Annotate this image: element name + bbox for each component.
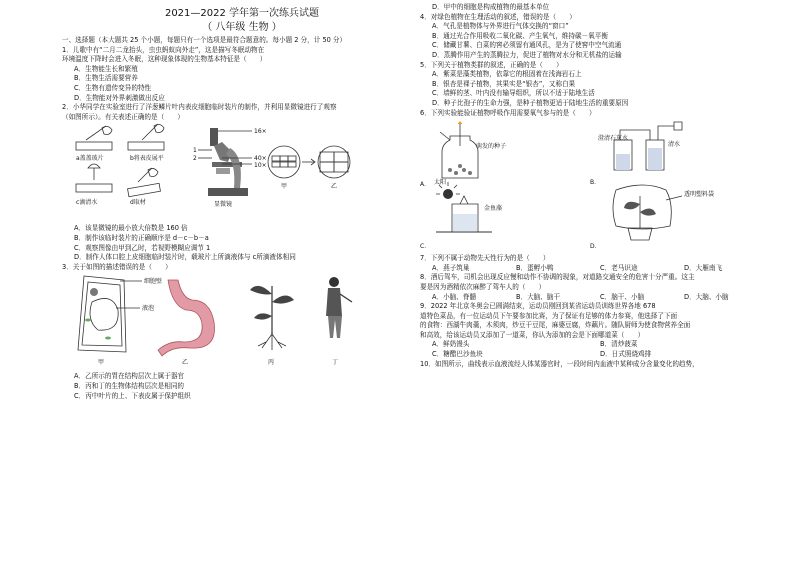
- jar-seeds-icon: [440, 122, 478, 179]
- label-2: 2: [193, 155, 197, 163]
- q2-figure-drawing: [62, 122, 362, 224]
- label-10x: 10×: [254, 162, 267, 170]
- label-1: 1: [193, 147, 197, 155]
- page-subtitle: （ 八年级 生物 ）: [202, 22, 282, 33]
- label-clear-water: 清水: [668, 141, 681, 149]
- q7-options: [420, 264, 780, 274]
- plant-bag-icon: [613, 185, 682, 240]
- q2-option-a: A．该显微镜的最小放大倍数是 160 倍: [74, 224, 188, 233]
- label-bing: 丙: [268, 359, 275, 367]
- option-label-a: A．: [420, 181, 431, 189]
- question-10: 10．如图所示，曲线表示血液流经人体某器官时，一段时间内血液中某种成分含量变化的趋势，: [420, 359, 699, 368]
- q3-option-b: B．丙和丁的生物体结构层次是相同的: [74, 381, 185, 390]
- label-jia: 甲: [98, 359, 105, 367]
- q5-option-b: B．银杏是裸子植物，其果实是“银杏”，又称白果: [432, 79, 576, 88]
- q7-option-b: B．蛋孵小鸭: [516, 263, 554, 272]
- label-c: c滴清水: [76, 199, 98, 207]
- q4-option-b: B．通过光合作用吸收二氧化碳、产生氧气，维持碳－氧平衡: [432, 31, 608, 40]
- q2-option-b: B．制作该临时装片的正确顺序是 d－c－b－a: [74, 233, 209, 242]
- label-ding: 丁: [332, 359, 339, 367]
- question-9-line-3: 的食物：西湖牛肉羹，木须肉，炒豆干豆尾，麻婆豆腐，炸藕片。随队厨师为使食物营养全面: [420, 321, 691, 330]
- option-label-d: D．: [590, 243, 601, 251]
- question-2-line-1: 2．小华同学在实验室进行了洋葱鳞片叶内表皮细胞临时装片的制作，并利用显微镜进行了观察: [62, 103, 337, 112]
- q8-option-d: D．大脑、小脑: [684, 292, 729, 301]
- q1-option-d: D．生物能对外界刺激做出反应: [74, 93, 165, 102]
- label-b: b将表皮展平: [130, 155, 164, 163]
- q5-option-a: A．紫菜是藻类植物，依靠它的根固着在浅海岩石上: [432, 70, 582, 79]
- q2-option-d: D．制作人体口腔上皮细胞临时装片时，载玻片上所滴液体与 c所滴液体相同: [74, 253, 296, 262]
- q9-options-row-1: [420, 340, 780, 350]
- q4-option-d: D．蒸腾作用产生的蒸腾拉力，促进了植物对水分和无机盐的运输: [432, 50, 622, 59]
- question-9-line-4: 和高效，给该运动员又添加了一道菜，你认为添加的会是下面哪道菜（ ）: [420, 330, 645, 339]
- person-icon: [326, 277, 352, 338]
- q3-figure-drawing: [62, 272, 362, 372]
- slide-d: [128, 184, 161, 197]
- question-9-line-1: 9．2022 年北京冬奥会已圆满结束，运动员刚回到某省运动员训练世界各地 678: [420, 302, 656, 311]
- q8-option-a: A．小脑、脊髓: [432, 292, 477, 301]
- label-cell-wall: 细胞壁: [144, 278, 163, 286]
- left-column: [62, 0, 422, 401]
- q3-option-c: C．丙中叶片的上、下表皮属于保护组织: [74, 391, 191, 400]
- question-1-line-2: 环境温度下降时会进入冬眠，这种现象体现的生物基本特征是（ ）: [62, 55, 267, 64]
- question-7: 7．下列不属于动物先天性行为的是（ ）: [420, 254, 550, 263]
- label-hornwort: 金鱼藻: [484, 205, 503, 213]
- label-plastic-bag: 透明塑料袋: [684, 191, 715, 199]
- q2-figure: [62, 122, 422, 224]
- q6-figure: [420, 118, 780, 254]
- question-5: 5．下列关于植物类群的叙述，正确的是（ ）: [420, 60, 563, 69]
- q9-options-row-2: [420, 350, 780, 360]
- q9-option-d: D．日式照烧鸡排: [600, 350, 652, 359]
- label-40x: 40×: [254, 155, 267, 163]
- page-title: 2021—2022 学年第一次练兵试题: [164, 8, 320, 19]
- question-8-line-1: 8．酒后驾车，司机会出现反应慢和动作不协调的现象，对道路交通安全的危害十分严重。这主: [420, 273, 695, 282]
- q9-option-c: C．糖醋巴沙鱼块: [432, 350, 483, 359]
- q1-option-a: A．生物能生长和繁殖: [74, 64, 138, 73]
- q1-option-c: C．生物有遗传变异的特性: [74, 83, 152, 92]
- right-column: [420, 3, 780, 369]
- label-sun: 太阳: [434, 179, 447, 187]
- q7-option-c: C．老马识途: [600, 263, 638, 272]
- q2-option-c: C．观察图像由甲到乙时，若视野模糊应调节 1: [74, 243, 211, 252]
- q9-option-b: B．清炒菠菜: [600, 340, 638, 349]
- label-sprouting-seeds: 萌发的种子: [476, 143, 507, 151]
- question-2-line-2: （如图所示）。有关表述正确的是（ ）: [62, 112, 184, 121]
- option-label-c: C．: [420, 243, 431, 251]
- q7-option-d: D．大雁南飞: [684, 263, 723, 272]
- question-1-line-1: 1．儿歌中有“二月二龙抬头，虫虫蚂蚁向外走”，这是描写冬眠动物在: [62, 45, 265, 54]
- label-yi: 乙: [331, 183, 338, 191]
- q4-option-a: A．气孔是植物体与外界进行气体交换的“窗口”: [432, 22, 569, 31]
- plant-icon: [250, 286, 294, 350]
- stomach-icon: [158, 280, 215, 356]
- q8-options: [420, 293, 780, 303]
- label-lime-water: 澄清石灰水: [598, 135, 629, 143]
- q3-option-a: A．乙所示的胃在结构层次上属于器官: [74, 372, 185, 381]
- q5-option-d: D．种子比孢子的生命力强，是种子植物更适于陆地生活的重要原因: [432, 98, 629, 107]
- q9-option-a: A．鲜奶馒头: [432, 340, 470, 349]
- microscope-icon: [208, 128, 248, 196]
- q7-option-a: A．燕子筑巢: [432, 263, 470, 272]
- question-9-line-2: 道特色菜品，有一位运动员下午要参加比赛，为了保证有足够的体力参赛，他选择了下面: [420, 311, 678, 320]
- section-heading: 一、选择题（本大题共 25 个小题，每题只有一个选项是最符合题意的。每小题 2 分，计 50 分）: [62, 36, 347, 44]
- slide-c: [76, 184, 112, 192]
- label-vacuole: 液泡: [142, 305, 155, 313]
- question-4: 4．对绿色植物在生理活动的叙述，错误的是（ ）: [420, 12, 576, 21]
- q8-option-b: B．大脑、脑干: [516, 292, 561, 301]
- label-yi: 乙: [182, 359, 189, 367]
- question-6: 6．下列实验能验证植物呼吸作用需要氧气参与的是（ ）: [420, 108, 596, 117]
- question-8-line-2: 要是因为酒精依次麻醉了驾车人的（ ）: [420, 282, 546, 291]
- label-jia: 甲: [281, 183, 288, 191]
- question-3: 3．关于如图的描述错误的是（ ）: [62, 262, 172, 271]
- label-16x: 16×: [254, 128, 267, 136]
- plant-cell-icon: [78, 276, 126, 352]
- label-d: d取材: [130, 199, 146, 207]
- option-label-b: B．: [590, 179, 601, 187]
- q1-option-b: B．生物生活需要营养: [74, 74, 138, 83]
- q5-option-c: C．墙鲜的茎、叶内没有输导组织，所以不适于陆地生活: [432, 89, 595, 98]
- slide-a: [76, 142, 112, 150]
- q3-option-d: D．甲中的细胞是构成植物的最基本单位: [432, 3, 550, 11]
- q3-figure: [62, 272, 422, 372]
- q8-option-c: C．脑干、小脑: [600, 292, 645, 301]
- slide-b: [128, 142, 164, 150]
- label-a: a盖盖玻片: [76, 155, 104, 163]
- q4-option-c: C．储藏甘薯、白菜的窖必须留有通风孔，是为了使窖中空气流通: [432, 41, 622, 50]
- label-scope: 显微镜: [214, 201, 233, 209]
